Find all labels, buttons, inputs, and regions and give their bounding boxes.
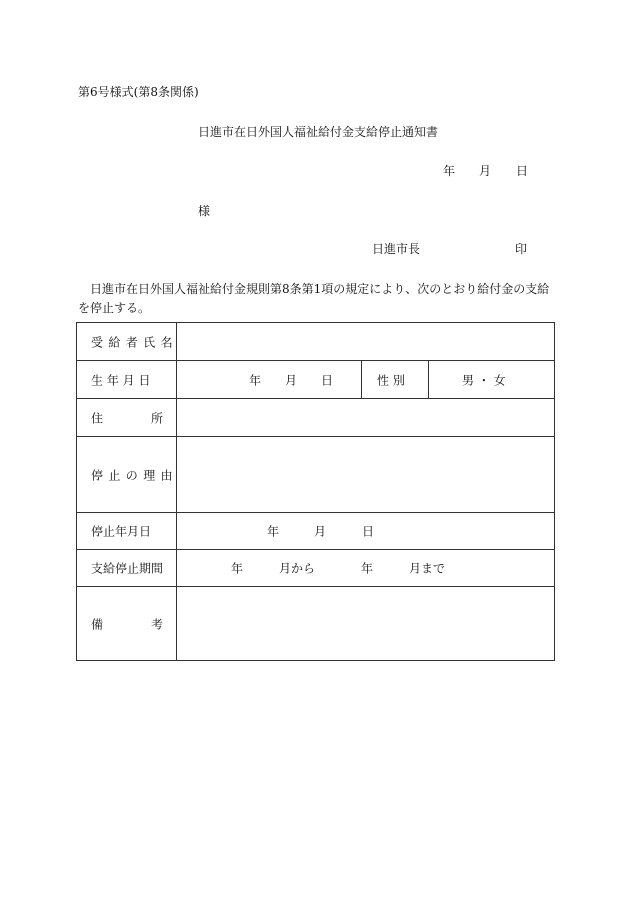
form-number: 第6号様式(第8条関係) (78, 85, 199, 99)
issue-date-month: 月 (479, 164, 492, 178)
birth-date-label: 生 年 月 日 (77, 361, 177, 398)
table-row-recipient-name (77, 323, 554, 361)
period-to-month-unit: 月まで (409, 561, 446, 576)
document-title: 日進市在日外国人福祉給付金支給停止通知書 (198, 125, 439, 139)
period-from-year-unit: 年 (231, 561, 244, 576)
recipient-name-field[interactable] (177, 323, 554, 360)
table-row-stop-reason (77, 437, 554, 513)
body-text: 日進市在日外国人福祉給付金規則第8条第1項の規定により、次のとおり給付金の支給を停止する。 (78, 282, 550, 315)
birth-year-unit: 年 (249, 373, 262, 387)
recipient-name-label: 受給者氏名 (77, 323, 177, 360)
stop-reason-label: 停止の理由 (77, 437, 177, 512)
table-row-stop-date (77, 513, 554, 550)
notice-form-table (76, 322, 555, 661)
birth-day-unit: 日 (321, 373, 334, 387)
remarks-field[interactable] (177, 587, 554, 660)
birth-month-unit: 月 (285, 373, 298, 387)
issue-date-day: 日 (516, 164, 529, 178)
table-row-stop-period (77, 550, 554, 587)
gender-options: 男 ・ 女 (462, 373, 506, 387)
gender-label: 性 別 (361, 361, 428, 398)
period-to-year-unit: 年 (361, 561, 374, 576)
stop-day-unit: 日 (362, 524, 375, 539)
table-row-address (77, 399, 554, 437)
stop-year-unit: 年 (267, 524, 280, 539)
stop-period-field[interactable] (177, 550, 554, 586)
issue-date-year: 年 (443, 164, 456, 178)
recipient-suffix: 様 (198, 204, 211, 218)
stop-month-unit: 月 (314, 524, 327, 539)
stop-reason-field[interactable] (177, 437, 554, 512)
period-from-month-unit: 月から (279, 561, 316, 576)
seal-mark: 印 (515, 242, 528, 256)
address-field[interactable] (177, 399, 554, 436)
gender-field[interactable] (428, 361, 554, 398)
address-label: 住 所 (77, 399, 177, 436)
stop-date-label: 停止年月日 (77, 513, 177, 549)
birth-date-field[interactable] (177, 361, 361, 398)
stop-date-field[interactable] (177, 513, 554, 549)
issuer-name: 日進市長 (372, 242, 421, 256)
stop-period-label: 支給停止期間 (77, 550, 177, 586)
remarks-label: 備 考 (77, 587, 177, 660)
table-row-remarks (77, 587, 554, 660)
table-row-birth-date (77, 361, 554, 399)
